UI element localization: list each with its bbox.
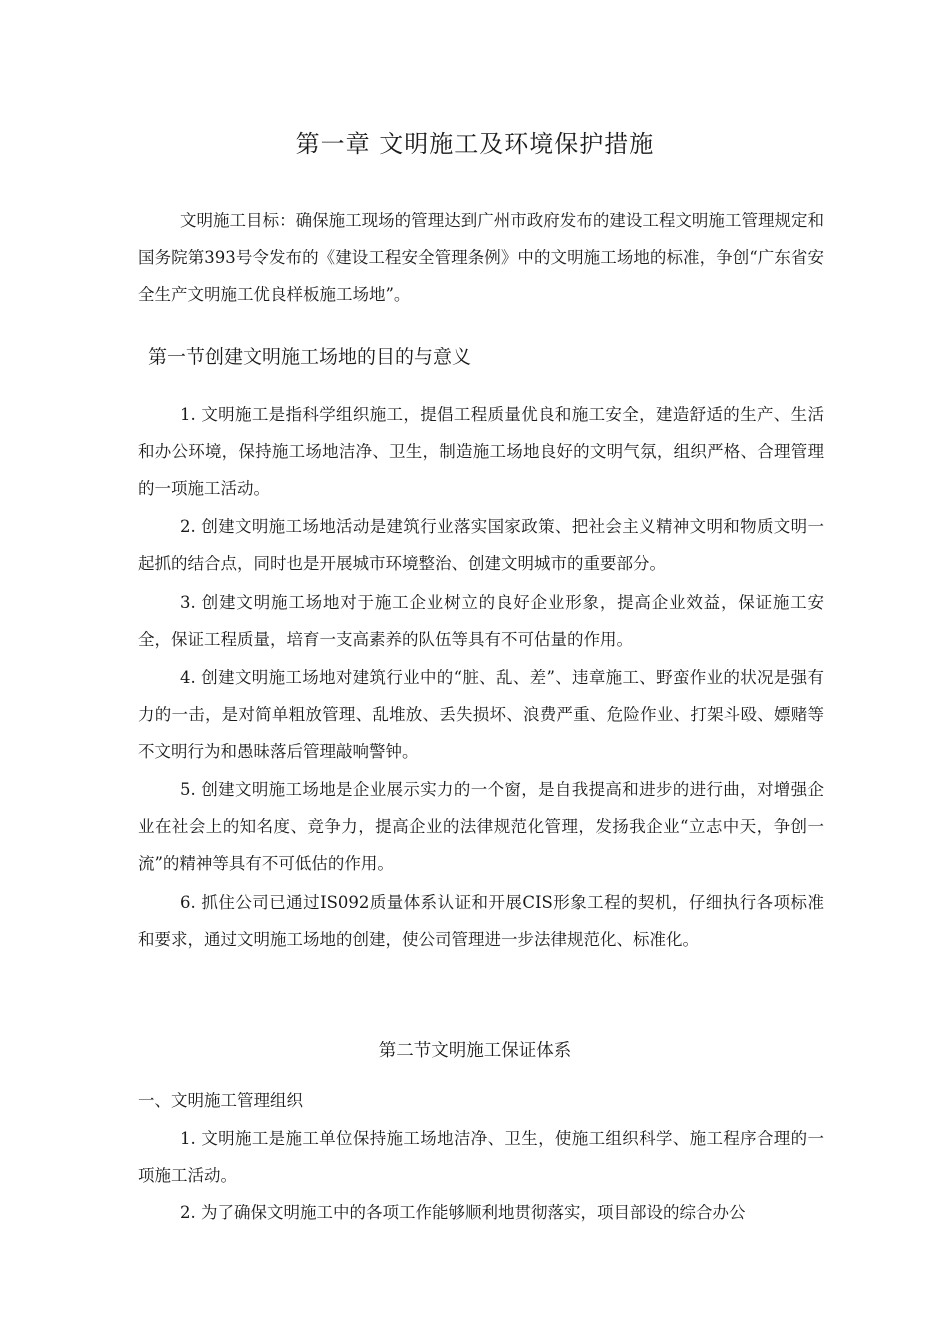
section1-item-4: 4. 创建文明施工场地对建筑行业中的“脏、乱、差”、违章施工、野蛮作业的状况是强有力的一击，是对简单粗放管理、乱堆放、丢失损坏、浪费严重、危险作业、打架斗殴、嫖赌等不文明行为和愚昧落后管理敲响警钟。 (138, 668, 824, 761)
section2-heading: 第二节文明施工保证体系 (378, 1041, 572, 1061)
section2-item-2: 2. 为了确保文明施工中的各项工作能够顺利地贯彻落实，项目部设的综合办公 (180, 1203, 746, 1222)
section1-heading: 第一节创建文明施工场地的目的与意义 (148, 346, 472, 368)
section2-subheading: 一、文明施工管理组织 (138, 1091, 303, 1110)
section1-item-1: 1. 文明施工是指科学组织施工，提倡工程质量优良和施工安全，建造舒适的生产、生活和办公环境，保持施工场地洁净、卫生，制造施工场地良好的文明气氛，组织严格、合理管理的一项施工活动。 (138, 405, 824, 498)
section1-item-5: 5. 创建文明施工场地是企业展示实力的一个窗，是自我提高和进步的进行曲，对增强企业在社会上的知名度、竞争力，提高企业的法律规范化管理，发扬我企业“立志中天，争创一流”的精神等具有不可低估的作用。 (138, 780, 824, 873)
section1-item-2: 2. 创建文明施工场地活动是建筑行业落实国家政策、把社会主义精神文明和物质文明一起抓的结合点，同时也是开展城市环境整治、创建文明城市的重要部分。 (138, 517, 824, 573)
section2-item-1: 1. 文明施工是施工单位保持施工场地洁净、卫生，使施工组织科学、施工程序合理的一项施工活动。 (138, 1129, 824, 1185)
section1-item-3: 3. 创建文明施工场地对于施工企业树立的良好企业形象，提高企业效益，保证施工安全，保证工程质量，培育一支高素养的队伍等具有不可估量的作用。 (138, 593, 824, 649)
section1-item-6: 6. 抓住公司已通过IS092质量体系认证和开展CIS形象工程的契机，仔细执行各项标准和要求，通过文明施工场地的创建，使公司管理进一步法律规范化、标准化。 (138, 893, 824, 949)
chapter-title: 第一章 文明施工及环境保护措施 (295, 130, 655, 158)
intro-paragraph: 文明施工目标：确保施工现场的管理达到广州市政府发布的建设工程文明施工管理规定和国务院第393号令发布的《建设工程安全管理条例》中的文明施工场地的标准，争创“广东省安全生产文明施工优良样板施工场地”。 (138, 211, 824, 304)
